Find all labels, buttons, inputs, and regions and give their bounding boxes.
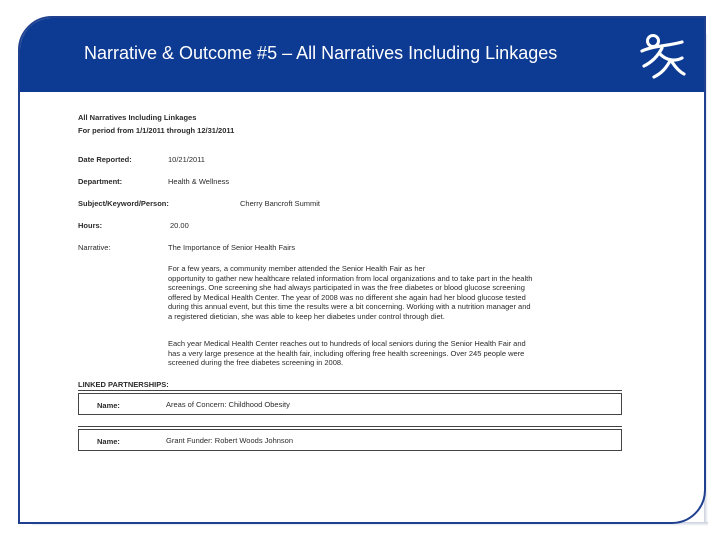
paragraph-line: For a few years, a community member attended the Senior Health Fair as her xyxy=(168,264,426,273)
narrative-label: Narrative: xyxy=(78,243,111,252)
subject-label: Subject/Keyword/Person: xyxy=(78,199,169,208)
partnership-row xyxy=(78,393,622,415)
paragraph-line: Each year Medical Health Center reaches out to hundreds of local seniors during the Senior Health Fair and xyxy=(168,339,526,348)
partnership-name-value: Areas of Concern: Childhood Obesity xyxy=(166,400,290,409)
narrative-paragraph-1 xyxy=(168,264,598,322)
partnerships-heading: LINKED PARTNERSHIPS: xyxy=(78,380,169,389)
department-value: Health & Wellness xyxy=(168,177,230,186)
subject-value: Cherry Bancroft Summit xyxy=(240,199,321,208)
paragraph-line: screenings. One screening she had always participated in was the free diabetes or blood glucose screening xyxy=(168,283,525,293)
paragraph-line: offered by Medical Health Center. The year of 2008 was no different she again had her blood glucose tested xyxy=(168,292,526,302)
partnership-row xyxy=(78,429,622,451)
partnership-name-value: Grant Funder: Robert Woods Johnson xyxy=(166,436,294,445)
paragraph-line: has a very large presence at the health fair, including offering free health screenings. Over 245 people were xyxy=(168,348,525,358)
paragraph-line: opportunity to gather new healthcare related information from local organizations and to take part in the health xyxy=(168,273,533,283)
report-period: For period from 1/1/2011 through 12/31/2011 xyxy=(78,126,235,135)
date-value: 10/21/2011 xyxy=(168,155,205,164)
hours-value: 20.00 xyxy=(170,221,189,230)
partnership-name-label: Name: xyxy=(97,437,120,446)
report-heading: All Narratives Including Linkages xyxy=(78,113,197,122)
paragraph-line: during this annual event, but this time the results were a bit concerning. Working with a nutrition manager and xyxy=(168,302,531,312)
hours-label: Hours: xyxy=(78,221,103,230)
partnership-name-label: Name: xyxy=(97,401,120,410)
narrative-title: The Importance of Senior Health Fairs xyxy=(168,243,296,252)
department-label: Department: xyxy=(78,177,123,186)
slide-title: Narrative & Outcome #5 – All Narratives Including Linkages xyxy=(84,43,558,63)
paragraph-line: screened during the free diabetes screening in 2008. xyxy=(168,358,344,368)
date-label: Date Reported: xyxy=(78,155,132,164)
paragraph-line: a registered dietician, she was able to keep her diabetes under control through diet. xyxy=(168,311,445,321)
narrative-paragraph-2 xyxy=(168,339,598,368)
